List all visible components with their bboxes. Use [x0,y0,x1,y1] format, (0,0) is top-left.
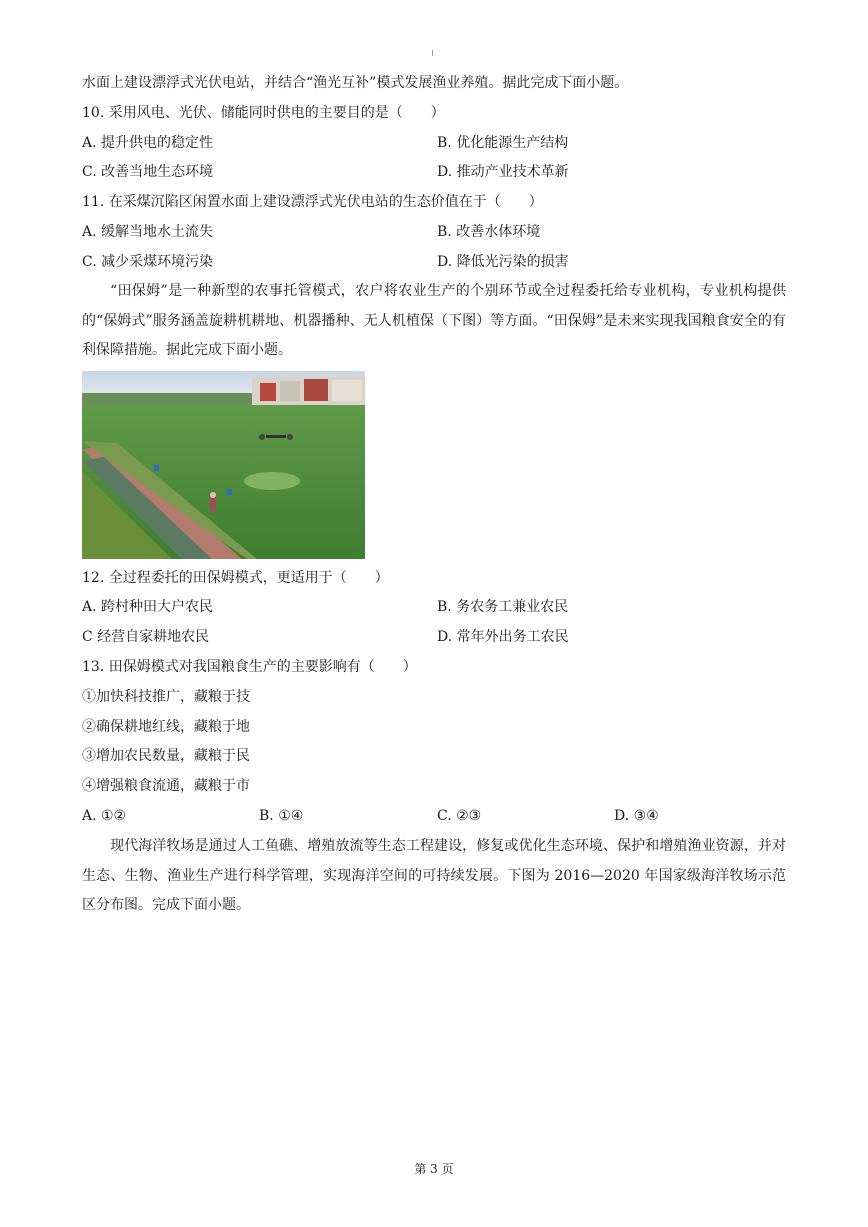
q12-option-c: C 经营自家耕地农民 [82,629,210,645]
q11-option-a: A. 缓解当地水土流失 [82,224,214,240]
q13-item-4: ④增强粮食流通，藏粮于市 [82,778,250,794]
q10-option-b: B. 优化能源生产结构 [437,135,569,151]
q12-stem: 12. 全过程委托的田保姆模式，更适用于（ ） [82,570,389,586]
q11-stem: 11. 在采煤沉陷区闲置水面上建设漂浮式光伏电站的生态价值在于（ ） [82,194,543,210]
q13-item-1: ①加快科技推广，藏粮于技 [82,689,250,705]
q10-option-c: C. 改善当地生态环境 [82,164,214,180]
passage-ocean-ranch-text: 现代海洋牧场是通过人工鱼礁、增殖放流等生态工程建设，修复或优化生态环境、保护和增殖渔业资源，并对生态、生物、渔业生产进行科学管理，实现海洋空间的可持续发展。下图为 2016—2020 年国家级海洋牧场示范区分布图。完成下面小题。 [82,838,786,913]
page-number: 第 3 页 [414,1162,454,1176]
q11-option-d: D. 降低光污染的损害 [437,254,569,270]
q12-option-a: A. 跨村种田大户农民 [82,599,214,615]
passage-tianbaomu-text: “田保姆”是一种新型的农事托管模式，农户将农业生产的个别环节或全过程委托给专业机构，专业机构提供的“保姆式”服务涵盖旋耕机耕地、机器播种、无人机植保（下图）等方面。“田保姆”是未来实现我国粮食安全的有利保障措施。据此完成下面小题。 [82,283,786,358]
q12-option-d: D. 常年外出务工农民 [437,629,569,645]
intro-tail: 水面上建设漂浮式光伏电站，并结合“渔光互补”模式发展渔业养殖。据此完成下面小题。 [82,75,629,91]
q11-option-c: C. 减少采煤环境污染 [82,254,214,270]
q13-option-d: D. ③④ [614,808,659,824]
q13-option-b: B. ①④ [259,808,304,824]
q11-option-b: B. 改善水体环境 [437,224,541,240]
q10-option-d: D. 推动产业技术革新 [437,164,569,180]
q10-stem: 10. 采用风电、光伏、储能同时供电的主要目的是（ ） [82,105,445,121]
drone-field-photo [82,371,365,559]
page-mark [432,50,433,56]
q13-item-2: ②确保耕地红线，藏粮于地 [82,719,250,735]
q13-stem: 13. 田保姆模式对我国粮食生产的主要影响有（ ） [82,659,417,675]
q10-option-a: A. 提升供电的稳定性 [82,135,214,151]
passage-ocean-ranch [82,832,786,921]
q13-option-a: A. ①② [82,808,127,824]
q13-option-c: C. ②③ [437,808,482,824]
q13-item-3: ③增加农民数量，藏粮于民 [82,748,250,764]
passage-tianbaomu [82,277,786,366]
q12-option-b: B. 务农务工兼业农民 [437,599,569,615]
